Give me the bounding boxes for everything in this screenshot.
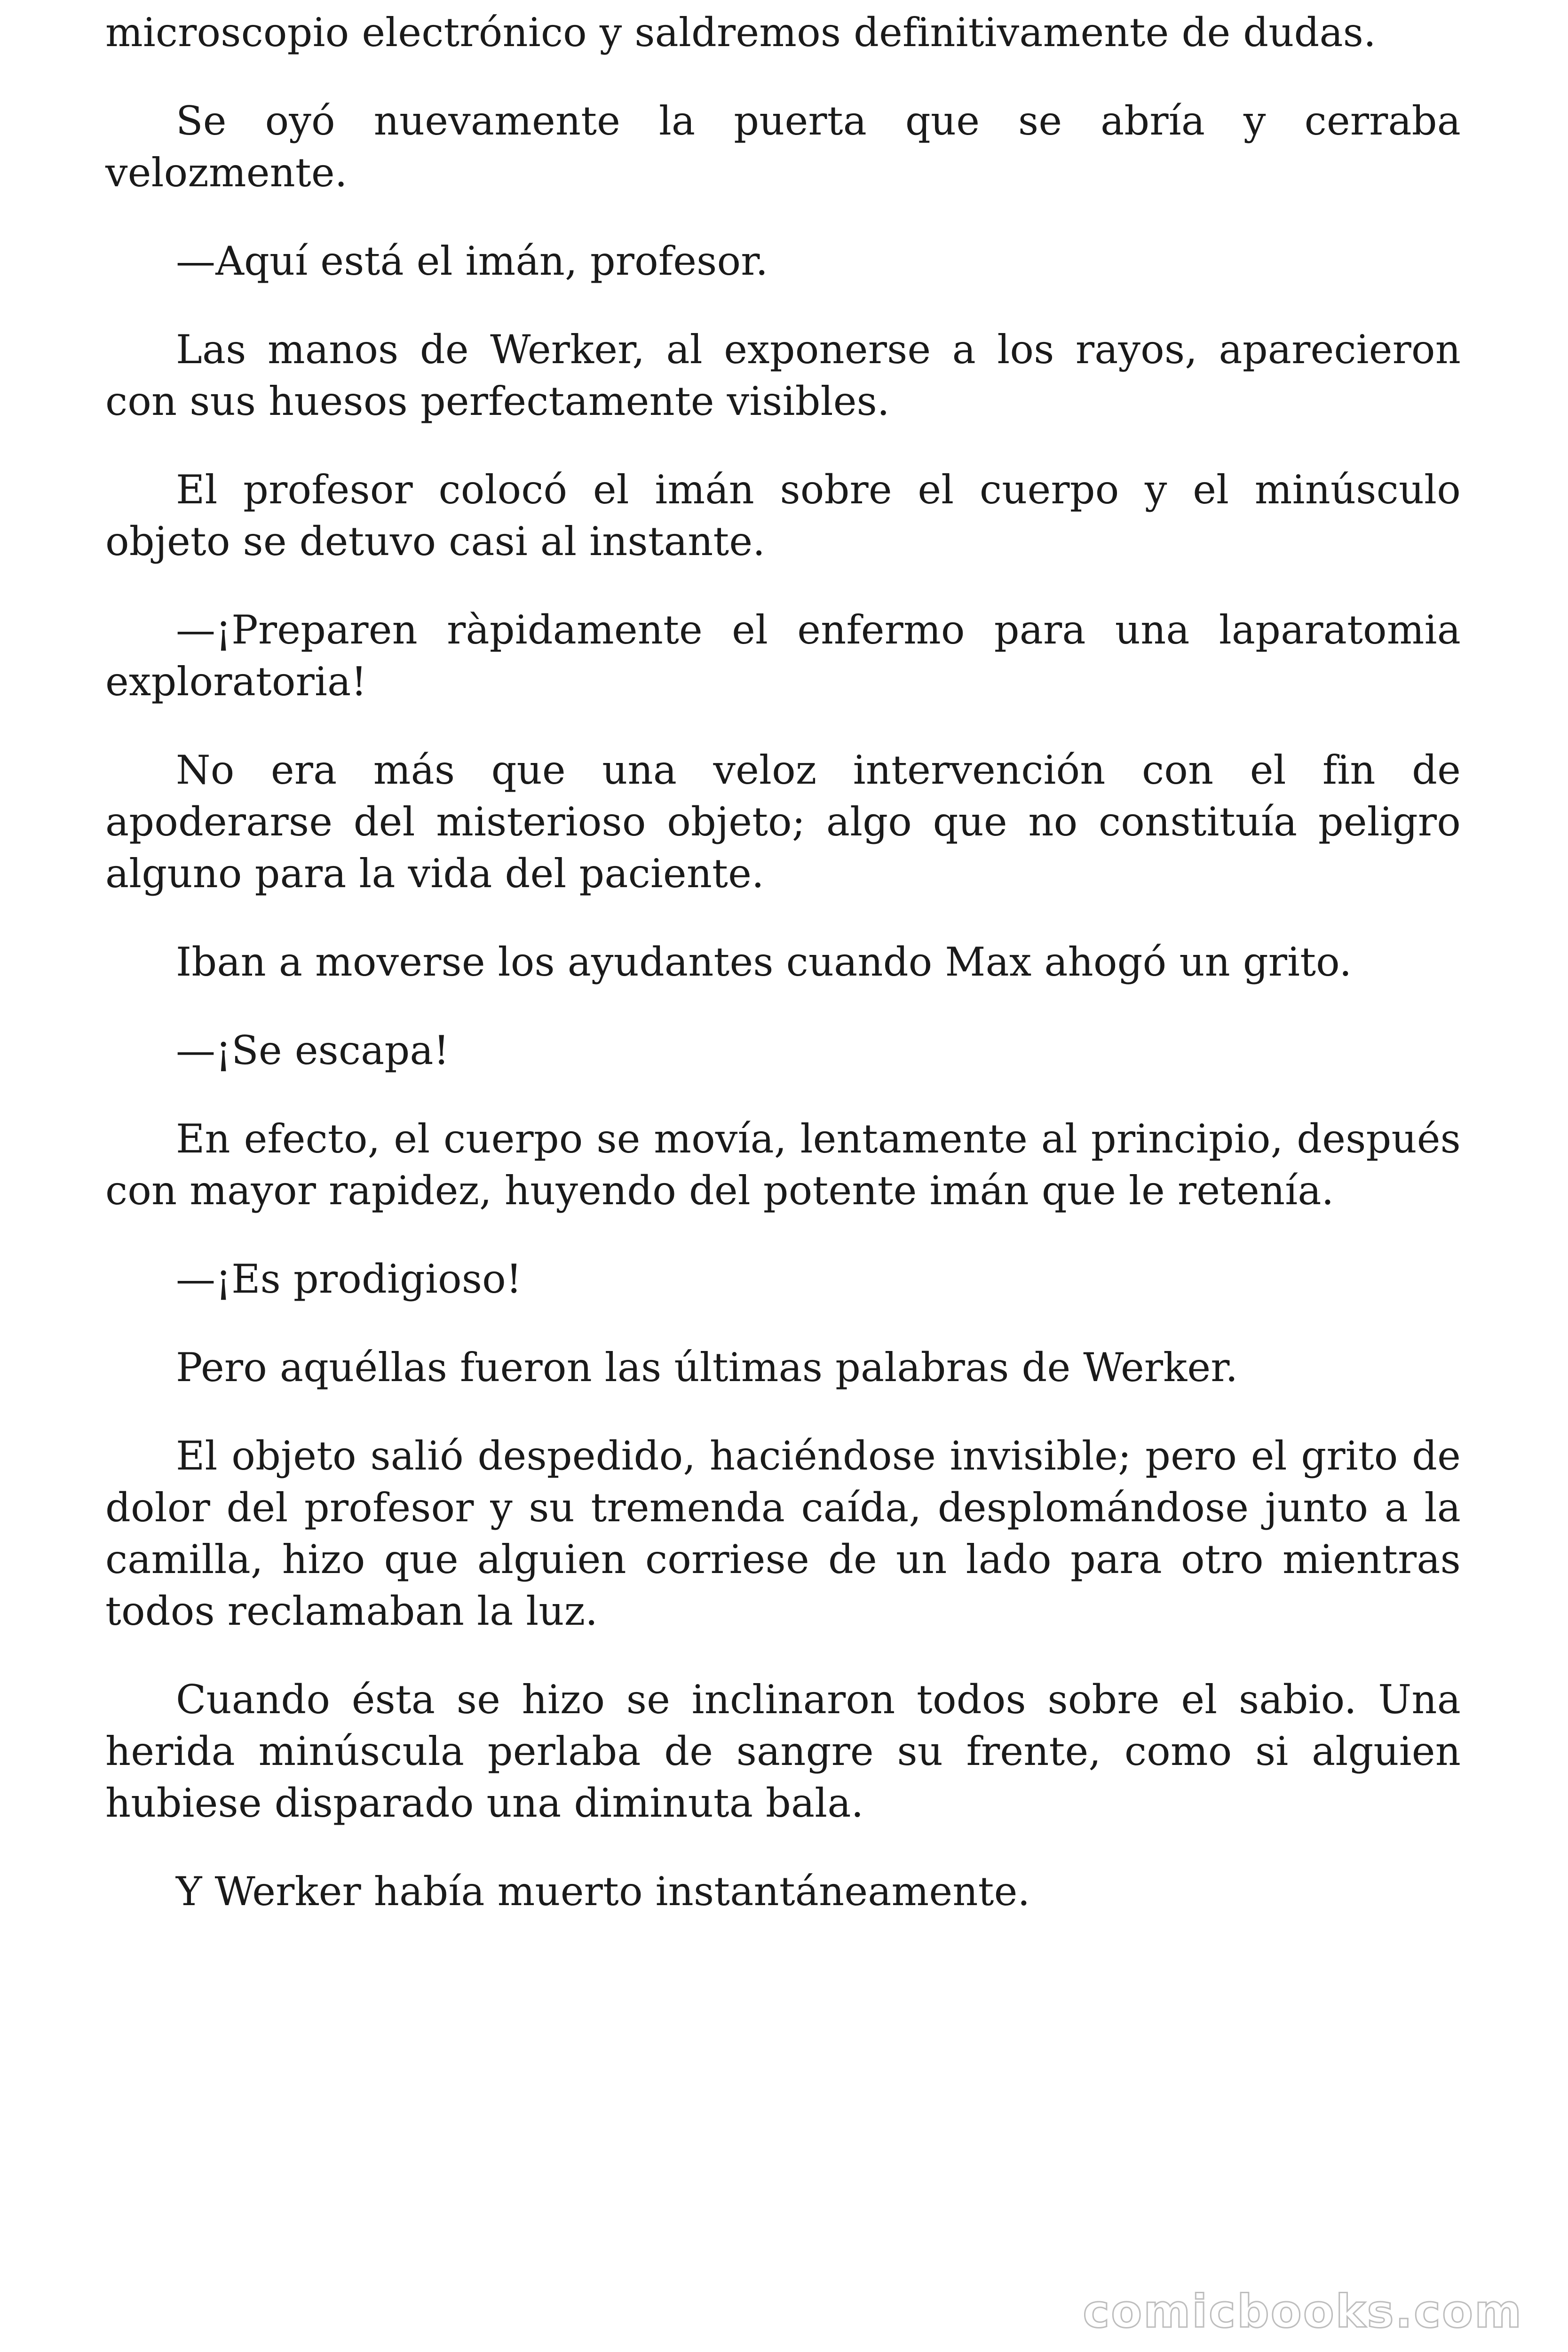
- paragraph: —¡Se escapa!: [176, 1027, 450, 1073]
- watermark: comicbooks.com: [1083, 2285, 1523, 2338]
- paragraph: Las manos de Werker, al exponerse a los rayos, aparecieron con sus huesos perfectamente visibles.: [105, 326, 1461, 424]
- paragraph: —Aquí está el imán, profesor.: [176, 238, 768, 284]
- paragraph: —¡Preparen ràpidamente el enfermo para una laparatomia exploratoria!: [105, 607, 1461, 705]
- paragraph: El profesor colocó el imán sobre el cuerpo y el minúsculo objeto se detuvo casi al instante.: [105, 467, 1461, 564]
- paragraph: El objeto salió despedido, haciéndose invisible; pero el grito de dolor del profesor y su tremenda caída, desplomándose junto a la camilla, hizo que alguien corriese de un lado para otro mientras todos reclamaban la luz.: [105, 1433, 1461, 1634]
- paragraph: En efecto, el cuerpo se movía, lentamente al principio, después con mayor rapidez, huyendo del potente imán que le retenía.: [105, 1116, 1461, 1214]
- paragraph: microscopio electrónico y saldremos definitivamente de dudas.: [105, 9, 1377, 56]
- paragraph: —¡Es prodigioso!: [176, 1256, 522, 1302]
- paragraph: Iban a moverse los ayudantes cuando Max ahogó un grito.: [176, 939, 1352, 985]
- paragraph: Pero aquéllas fueron las últimas palabras de Werker.: [176, 1344, 1238, 1391]
- paragraph: Y Werker había muerto instantáneamente.: [176, 1868, 1030, 1915]
- paragraph: No era más que una veloz intervención con el fin de apoderarse del misterioso objeto; algo que no constituía peligro alguno para la vida del paciente.: [105, 747, 1461, 897]
- paragraph: Se oyó nuevamente la puerta que se abría y cerraba velozmente.: [105, 98, 1461, 196]
- paragraph: Cuando ésta se hizo se inclinaron todos sobre el sabio. Una herida minúscula perlaba de sangre su frente, como si alguien hubiese disparado una diminuta bala.: [105, 1677, 1461, 1826]
- document-page: [105, 7, 1461, 1954]
